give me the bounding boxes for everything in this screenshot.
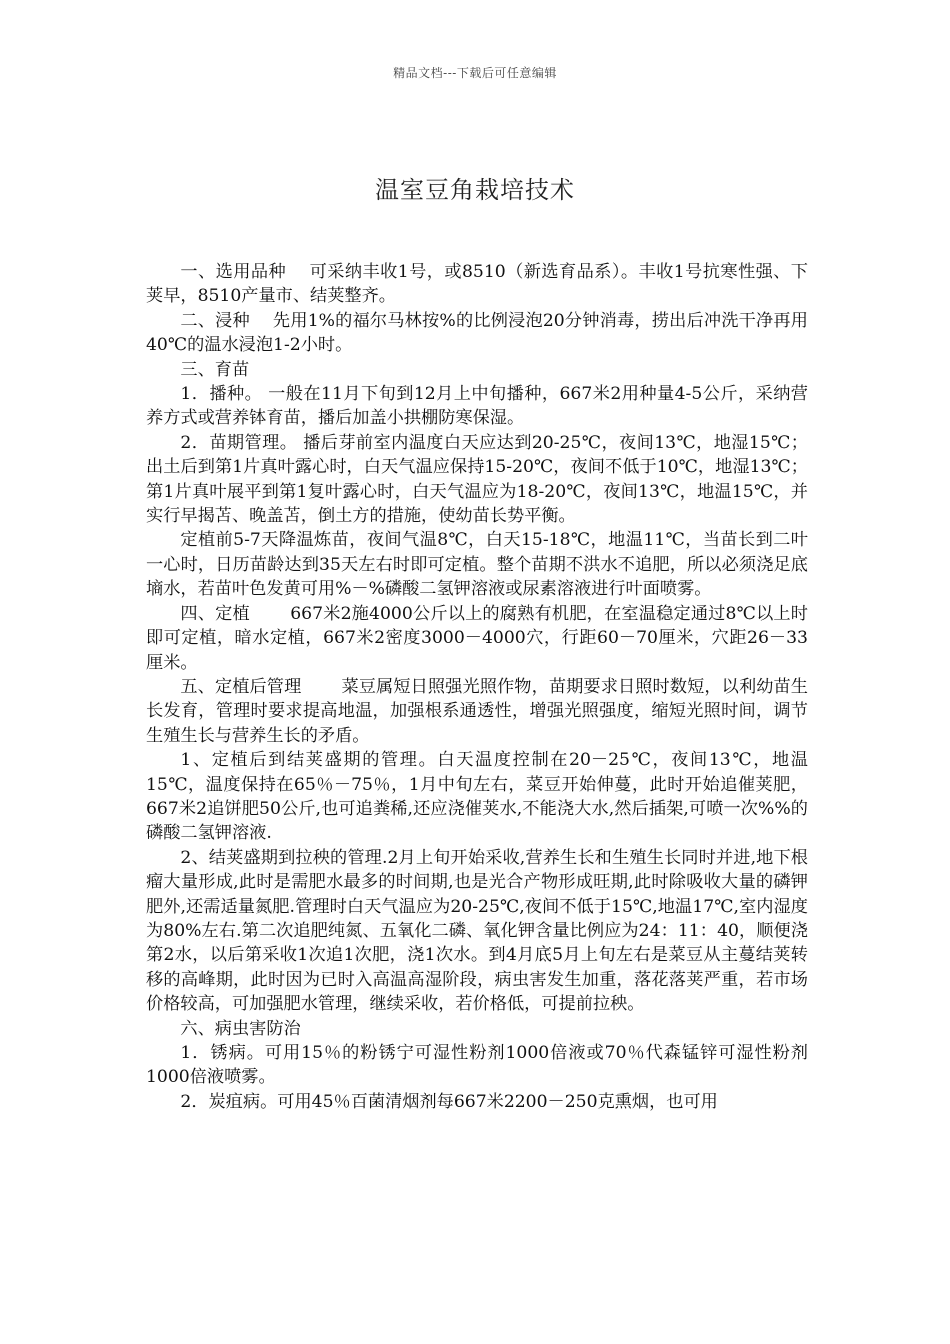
- section-heading-seedling: 三、育苗: [180, 359, 250, 380]
- paragraph-post-planting-management: 五、定植后管理 菜豆属短日照强光照作物，苗期要求日照时数短，以利幼苗生长发育，管理时要求提高地温，加强根系通透性，增强光照强度，缩短光照时间，调节生殖生长与营养生长的矛盾。: [146, 676, 808, 746]
- paragraph-seed-soaking: 二、浸种 先用1%的福尔马林按%的比例浸泡20分钟消毒，捞出后冲洗干净再用40℃的温水浸泡1-2小时。: [146, 310, 808, 356]
- document-body: [146, 260, 808, 1114]
- page-header: 精品文档---下载后可任意编辑: [393, 66, 557, 80]
- paragraph-pre-planting-hardening: 定植前5-7天降温炼苗，夜间气温8℃，白天15-18℃，地温11℃，当苗长到二叶一心时，日历苗龄达到35天左右时即可定植。整个苗期不洪水不追肥，所以必须浇足底墒水，若苗叶色发黄可用%－%磷酸二氢钾溶液或尿素溶液进行叶面喷雾。: [146, 530, 808, 600]
- paragraph-seedling-management: 2．苗期管理。 播后芽前室内温度白天应达到20-25℃，夜间13℃，地湿15℃；出土后到第1片真叶露心时，白天气温应保持15-20℃，夜间不低于10℃，地湿13℃；第1片真叶展平到第1复叶露心时，白天气温应为18-20℃，夜间13℃，地温15℃，并实行早揭苫、晚盖苫，倒土方的措施，使幼苗长势平衡。: [146, 432, 808, 527]
- paragraph-anthracnose: 2．炭疽病。可用45％百菌清烟剂每667米2200－250克熏烟，也可用: [180, 1091, 718, 1112]
- paragraph-peak-pod-management: 2、结荚盛期到拉秧的管理.2月上旬开始采收,营养生长和生殖生长同时并进,地下根瘤大量形成,此时是需肥水最多的时间期,也是光合产物形成旺期,此时除吸收大量的磷钾肥外,还需适量氮肥.管理时白天气温应为20-25℃,夜间不低于15℃,地温17℃,室内湿度为80%左右.第二次追肥纯氮、五氧化二磷、氧化钾含量比例应为24：11：40，顺便浇第2水，以后第采收1次追1次肥，浇1次水。到4月底5月上旬左右是菜豆从主蔓结荚转移的高峰期，此时因为已时入高温高湿阶段，病虫害发生加重，落花落荚严重，若市场价格较高，可加强肥水管理，继续采收，若价格低，可提前拉秧。: [146, 847, 808, 1015]
- document-title: 温室豆角栽培技术: [375, 176, 575, 204]
- section-heading-pest-control: 六、病虫害防治: [180, 1018, 301, 1039]
- paragraph-variety-selection: 一、选用品种 可采纳丰收1号，或8510（新选育品系）。丰收1号抗寒性强、下荚早，8510产量市、结荚整齐。: [146, 262, 808, 307]
- paragraph-sowing: 1．播种。 一般在11月下旬到12月上中旬播种，667米2用种量4-5公斤，采纳营养方式或营养钵育苗，播后加盖小拱棚防寒保湿。: [146, 384, 808, 429]
- paragraph-early-pod-management: 1、定植后到结荚盛期的管理。白天温度控制在20－25℃，夜间13℃，地温15℃，温度保持在65％－75％，1月中旬左右，菜豆开始伸蔓，此时开始追催荚肥，667米2追饼肥50公斤,也可追粪稀,还应浇催荚水,不能浇大水,然后插架,可喷一次%%的磷酸二氢钾溶液.: [146, 750, 808, 844]
- paragraph-planting: 四、定植 667米2施4000公斤以上的腐熟有机肥，在室温稳定通过8℃以上时即可定植，暗水定植，667米2密度3000－4000穴，行距60－70厘米，穴距26－33厘米。: [146, 603, 808, 673]
- paragraph-rust-disease: 1．锈病。可用15％的粉锈宁可湿性粉剂1000倍液或70％代森锰锌可湿性粉剂1000倍液喷雾。: [146, 1043, 808, 1088]
